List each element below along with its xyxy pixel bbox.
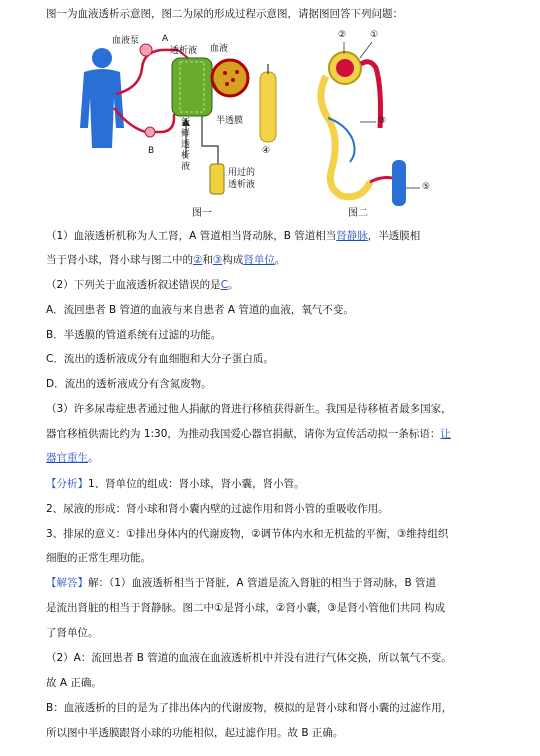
q1-answer-2: ② [193,254,203,266]
label-membrane: 半透膜 [216,116,244,126]
used-dialysate-tube-icon [210,164,224,194]
analysis-tag: 【分析】 [46,478,88,490]
solution-line-4: （2）A：流回患者 B 管道的血液在血液透析机中并没有进行气体交换，所以氧气不变。 [46,652,452,664]
label-b: B [148,146,155,156]
q2-stem [46,279,516,291]
blood-pump-icon [140,44,152,56]
label-fresh-dialysate: 新鲜透析液 [181,118,191,172]
analysis-line-4: 细胞的正常生理功能。 [46,552,151,564]
label-n4: ④ [262,146,271,156]
vein-5-icon [392,160,406,206]
solution-l1: 解：（1）血液透析相当于肾脏，A 管道是流入肾脏的相当于肾动脉，B 管道 [88,577,436,589]
label-dialysate: 透析液 [170,46,198,56]
q2-stem-text: （2）下列关于血液透析叙述错误的是 [46,279,221,291]
tube-a [116,50,178,94]
q1-text-and: 和 [202,254,213,266]
solution-line-2: 是流出肾脏的相当于肾静脉。图二中①是肾小球，②肾小囊，③是肾小管他们共同 构成 [46,602,446,614]
analysis-p1: 1、肾单位的组成：肾小球，肾小囊，肾小管。 [88,478,305,490]
q2-option-c: C．流出的透析液成分有血细胞和大分子蛋白质。 [46,353,274,365]
q3-line-2 [46,428,516,440]
label-a: A [162,34,169,44]
q1-text-d: 构成 [222,254,244,266]
q3-end: 。 [88,452,99,464]
solution-tag: 【解答】 [46,577,88,589]
caption-figure-1: 图一 [192,208,212,219]
tube-4-icon [260,72,276,142]
q1-line-2 [46,254,516,266]
blood-magnified-icon [212,60,248,96]
human-silhouette [80,48,124,148]
solution-line-5: 故 A 正确。 [46,677,102,689]
q1-text-b: ，半透膜相 [367,230,421,242]
q2-option-a: A．流回患者 B 管道的血液与来自患者 A 管道的血液，氧气不变。 [46,304,354,316]
q3-text: 器官移植供需比约为 1:30，为推动我国爱心器官捐献，请你为宣传活动拟一条标语： [46,428,441,440]
q1-answer-vein: 肾静脉 [336,230,368,242]
solution-line-3: 了肾单位。 [46,627,99,639]
solution-line-6: B：血液透析的目的是为了排出体内的代谢废物，模拟的是肾小球和肾小囊的过滤作用， [46,702,453,714]
q1-text-c: 当于肾小球，肾小球与图二中的 [46,254,193,266]
q2-answer: C [220,279,229,291]
analysis-line-3: 3、排尿的意义：①排出身体内的代谢废物，②调节体内水和无机盐的平衡，③维持组织 [46,528,449,540]
solution-line-7: 所以图中半透膜跟肾小球的功能相似，起过滤作用。故 B 正确。 [46,727,344,739]
label-blood-pump: 血液泵 [112,36,140,46]
q2-stem-end: 。 [228,279,239,291]
q1-text-a: （1）血液透析机称为人工肾，A 管道相当肾动脉，B 管道相当 [46,230,337,242]
q3-line-3 [46,452,516,464]
question-intro: 图一为血液透析示意图，图二为尿的形成过程示意图，请据图回答下列问题： [46,8,403,20]
label-n2: ② [338,30,347,40]
nephron-diagram [260,42,420,206]
q2-option-b: B．半透膜的管道系统有过滤的功能。 [46,329,222,341]
label-n3: ③ [378,116,387,126]
figure-illustration [70,28,470,220]
q3-line-1: （3）许多尿毒症患者通过他人捐献的肾进行移植获得新生。我国是待移植者最多国家， [46,403,452,415]
q1-text-end: 。 [274,254,286,266]
dialyzer-icon [172,58,212,116]
analysis-line-2: 2、尿液的形成：肾小球和肾小囊内壁的过滤作用和肾小管的重吸收作用。 [46,503,389,515]
analysis-line-1 [46,478,516,490]
caption-figure-2: 图二 [348,208,368,219]
glomerulus-icon [336,59,354,77]
q1-line-1 [46,230,516,242]
label-blood: 血液 [210,44,229,54]
label-n1: ① [370,30,379,40]
q3-answer-start: 让 [440,428,451,440]
label-used-2: 透析液 [228,180,256,190]
q1-answer-nephron: 肾单位 [243,254,275,266]
q3-answer-end: 器官重生 [46,452,88,464]
figure-area [70,28,470,220]
q1-answer-3: ③ [212,254,223,266]
label-n5: ⑤ [422,182,431,192]
solution-line-1 [46,577,516,589]
q2-option-d: D．流出的透析液成分有含氮废物。 [46,378,212,390]
label-used-1: 用过的 [228,168,256,178]
pump-b-icon [145,127,155,137]
